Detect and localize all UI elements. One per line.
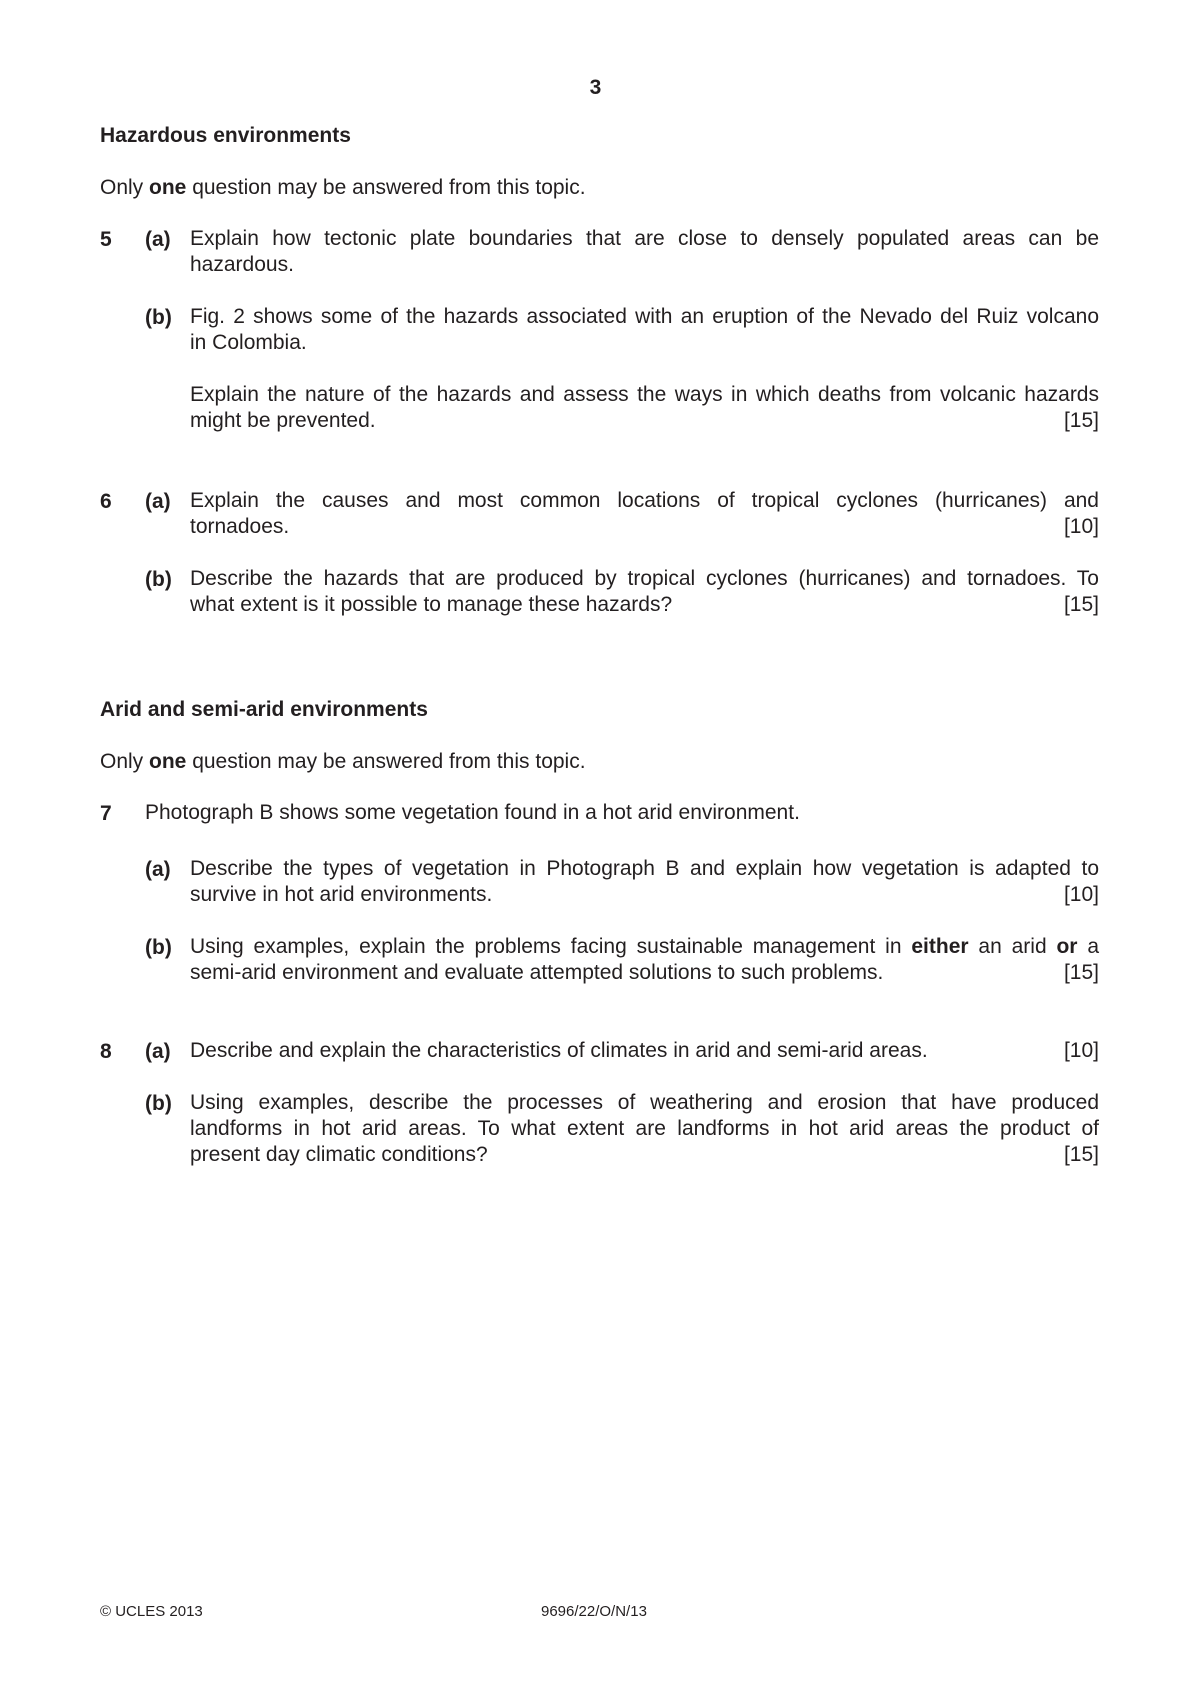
q5-part-b-marks: [15] bbox=[1063, 409, 1099, 432]
q7-part-b-label: (b) bbox=[145, 936, 172, 959]
q7-stem: Photograph B shows some vegetation found in a hot arid environment. bbox=[145, 801, 800, 824]
q5-part-b-label: (b) bbox=[145, 306, 172, 329]
q5-part-a-text: Explain how tectonic plate boundaries that are close to densely populated areas can be hazardous. bbox=[190, 227, 1099, 276]
question-number-8: 8 bbox=[100, 1040, 112, 1063]
q7-part-b-marks: [15] bbox=[1063, 961, 1099, 984]
section-heading-hazardous: Hazardous environments bbox=[100, 124, 351, 147]
page-number: 3 bbox=[589, 76, 602, 99]
q8-part-a-marks: [10] bbox=[1063, 1039, 1099, 1062]
section-instruction-hazardous: Only one question may be answered from this topic. bbox=[100, 176, 586, 199]
question-number-7: 7 bbox=[100, 802, 112, 825]
q6-part-a-marks: [10] bbox=[1063, 515, 1099, 538]
q8-part-b-marks: [15] bbox=[1063, 1143, 1099, 1166]
q6-part-b-label: (b) bbox=[145, 568, 172, 591]
question-number-6: 6 bbox=[100, 490, 112, 513]
q7-part-b-text: Using examples, explain the problems facing sustainable management in either an arid or a semi-arid environment and evaluate attempted solutions to such problems. [15] bbox=[190, 935, 1100, 984]
q5-part-b-text: Fig. 2 shows some of the hazards associated with an eruption of the Nevado del Ruiz volcano in Colombia. bbox=[190, 305, 1099, 354]
q7-part-a-label: (a) bbox=[145, 858, 171, 881]
q6-part-a-text: Explain the causes and most common locations of tropical cyclones (hurricanes) and tornadoes. [10] bbox=[190, 489, 1099, 538]
section-heading-arid: Arid and semi-arid environments bbox=[100, 698, 428, 721]
section-instruction-arid: Only one question may be answered from this topic. bbox=[100, 750, 586, 773]
q7-part-a-marks: [10] bbox=[1063, 883, 1099, 906]
footer-copyright: © UCLES 2013 bbox=[100, 1603, 203, 1620]
q6-part-b-text: Describe the hazards that are produced by tropical cyclones (hurricanes) and tornadoes. To what extent is it possible to manage these hazards? [15] bbox=[190, 567, 1099, 616]
q8-part-a-text: Describe and explain the characteristics of climates in arid and semi-arid areas. [10] bbox=[190, 1039, 1099, 1062]
footer-paper-code: 9696/22/O/N/13 bbox=[541, 1603, 647, 1620]
q6-part-b-marks: [15] bbox=[1063, 593, 1099, 616]
q5-part-b-task: Explain the nature of the hazards and assess the ways in which deaths from volcanic hazards might be prevented. [15] bbox=[190, 383, 1099, 432]
q8-part-b-text: Using examples, describe the processes of weathering and erosion that have produced landforms in hot arid areas. To what extent are landforms in hot arid areas the product of present day climatic conditions? [15] bbox=[190, 1091, 1099, 1166]
q8-part-b-label: (b) bbox=[145, 1092, 172, 1115]
q7-part-a-text: Describe the types of vegetation in Photograph B and explain how vegetation is adapted to survive in hot arid environments. [10] bbox=[190, 857, 1099, 906]
q5-part-a-label: (a) bbox=[145, 228, 171, 251]
q6-part-a-label: (a) bbox=[145, 490, 171, 513]
q8-part-a-label: (a) bbox=[145, 1040, 171, 1063]
question-number-5: 5 bbox=[100, 228, 112, 251]
